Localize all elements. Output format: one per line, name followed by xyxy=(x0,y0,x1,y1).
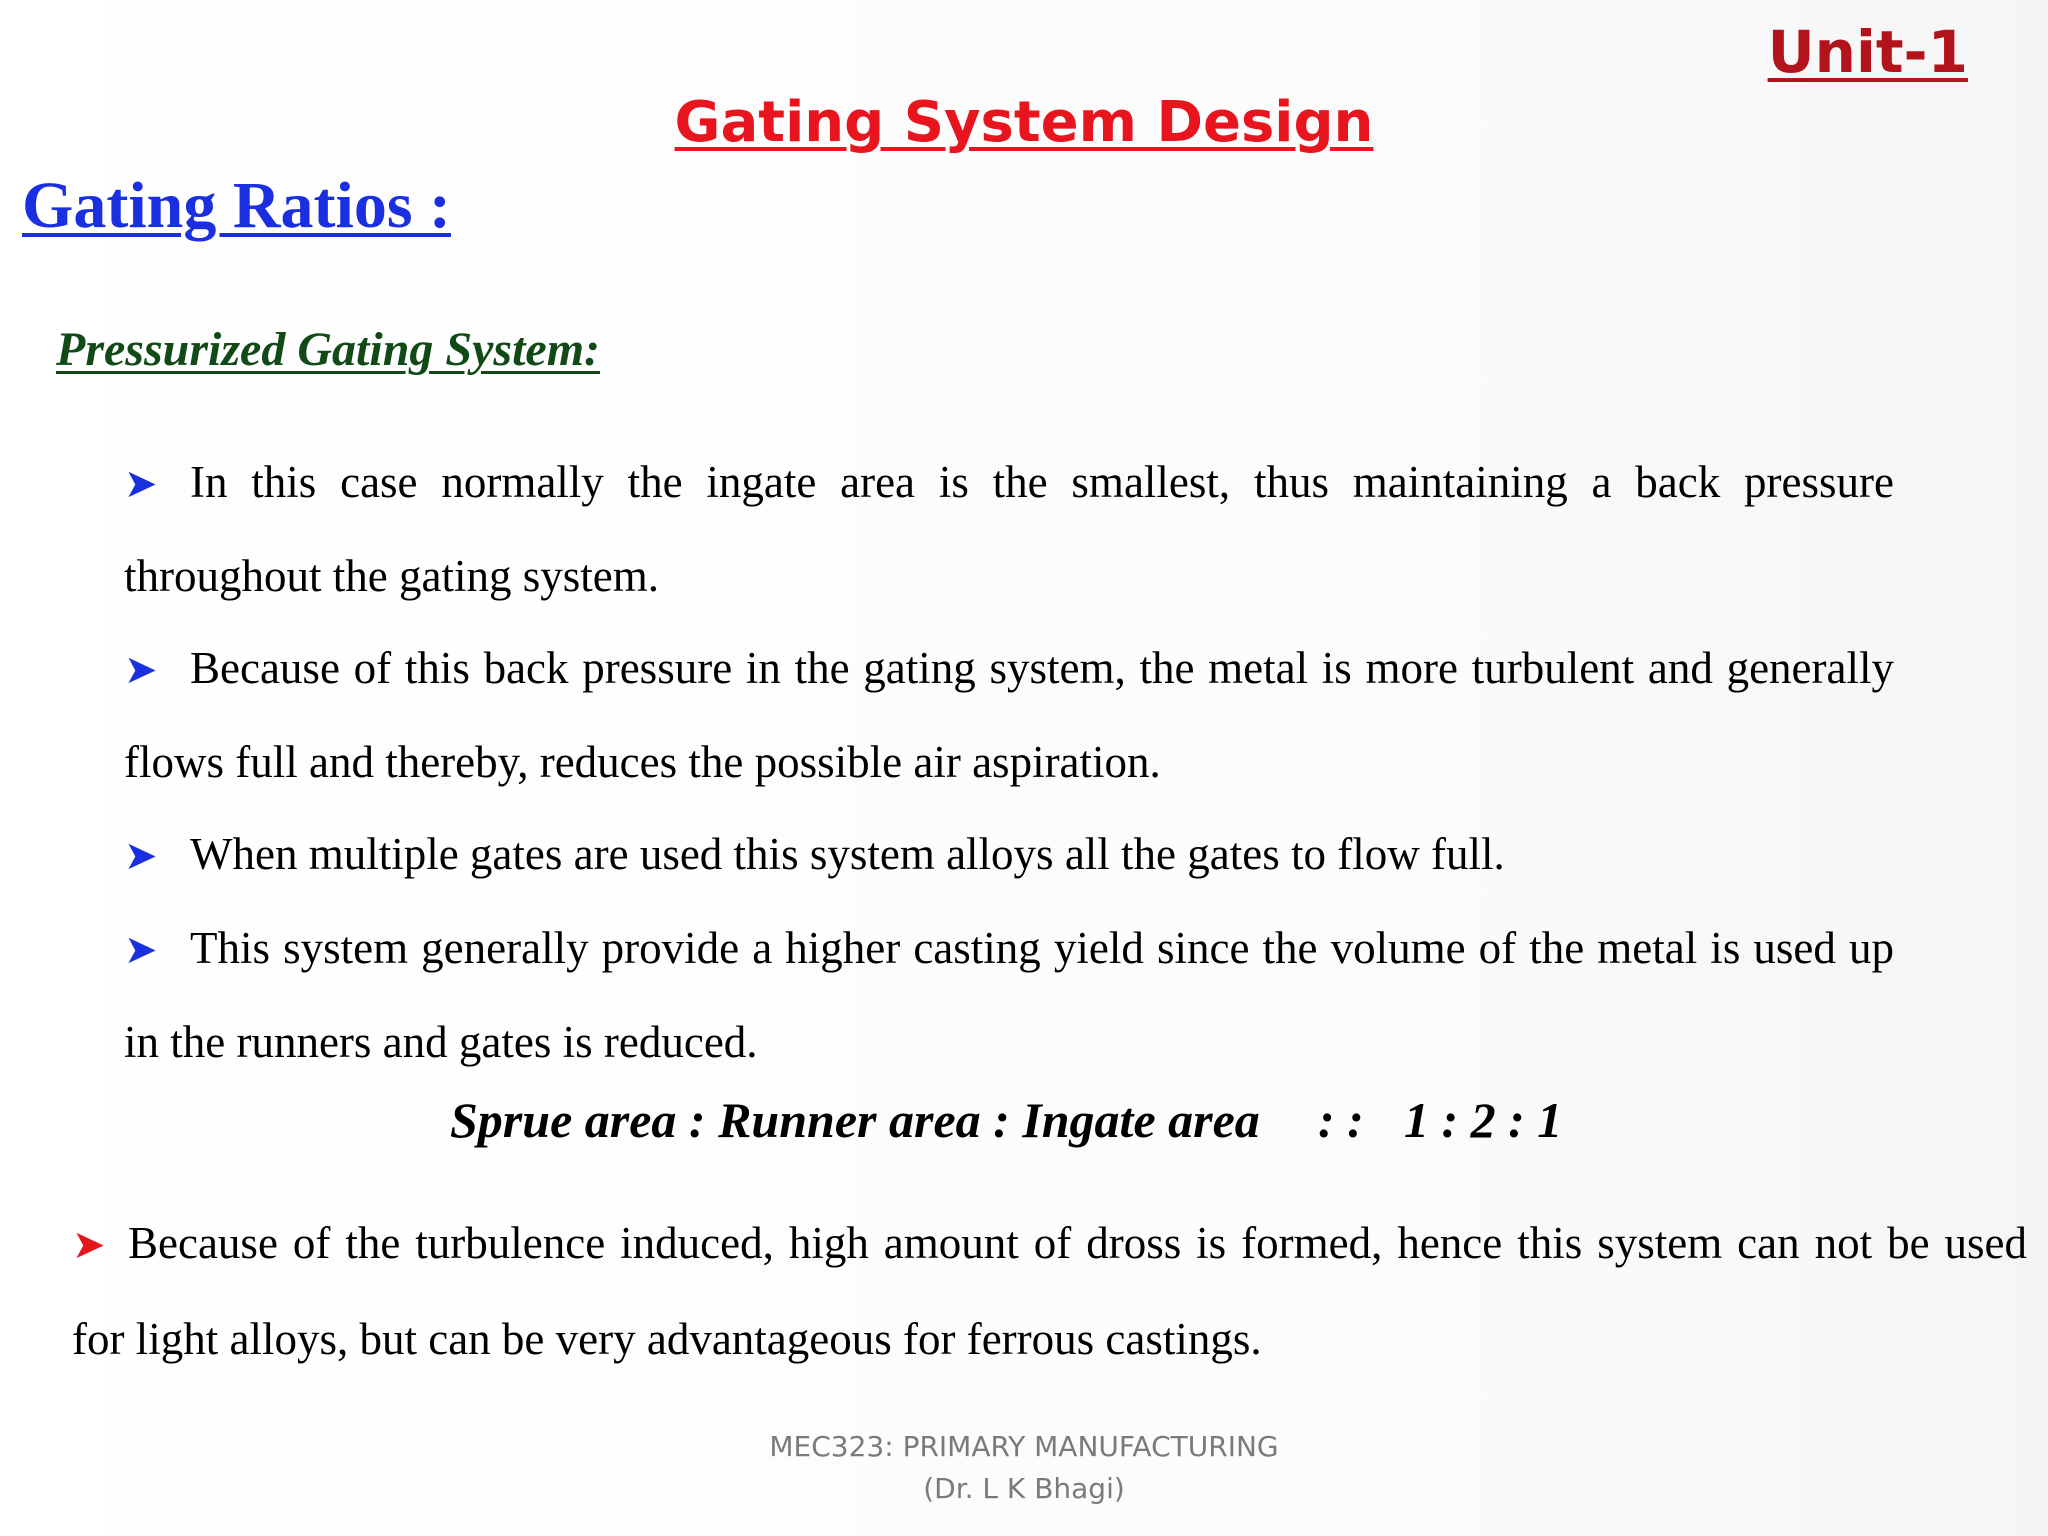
section-heading: Gating Ratios : xyxy=(22,169,451,242)
ratio-label: Sprue area : Runner area : Ingate area xyxy=(450,1092,1260,1148)
slide-title xyxy=(0,90,2048,155)
footer xyxy=(0,1426,2048,1510)
bullet-list xyxy=(124,436,1894,1088)
slide-title-text: Gating System Design xyxy=(674,90,1374,155)
sub-heading: Pressurized Gating System: xyxy=(56,323,601,376)
ratio-separator: : : xyxy=(1318,1092,1364,1148)
bullet-item xyxy=(124,622,1894,808)
bullet-text: This system generally provide a higher casting yield since the volume of the metal is used up in the runners and gates is reduced. xyxy=(124,923,1894,1067)
arrow-bullet-icon: ➤ xyxy=(124,461,158,506)
note-text: Because of the turbulence induced, high amount of dross is formed, hence this system can not be used for light alloys, but can be very advantageous for ferrous castings. xyxy=(72,1218,2027,1364)
note-paragraph xyxy=(72,1196,2027,1386)
bullet-text: When multiple gates are used this system alloys all the gates to flow full. xyxy=(190,829,1505,879)
arrow-bullet-icon: ➤ xyxy=(124,927,158,972)
footer-author: (Dr. L K Bhagi) xyxy=(923,1472,1125,1505)
bullet-item xyxy=(124,902,1894,1088)
unit-label: Unit-1 xyxy=(1767,18,1968,86)
ratio-value: 1 : 2 : 1 xyxy=(1404,1092,1563,1148)
bullet-item xyxy=(124,808,1894,902)
red-arrow-bullet-icon: ➤ xyxy=(72,1222,106,1267)
arrow-bullet-icon: ➤ xyxy=(124,647,158,692)
bullet-text: In this case normally the ingate area is the smallest, thus maintaining a back pressure throughout the gating system. xyxy=(124,457,1894,601)
arrow-bullet-icon: ➤ xyxy=(124,833,158,878)
footer-course: MEC323: PRIMARY MANUFACTURING xyxy=(769,1430,1279,1463)
bullet-text: Because of this back pressure in the gating system, the metal is more turbulent and generally flows full and thereby, reduces the possible air aspiration. xyxy=(124,643,1894,787)
bullet-item xyxy=(124,436,1894,622)
